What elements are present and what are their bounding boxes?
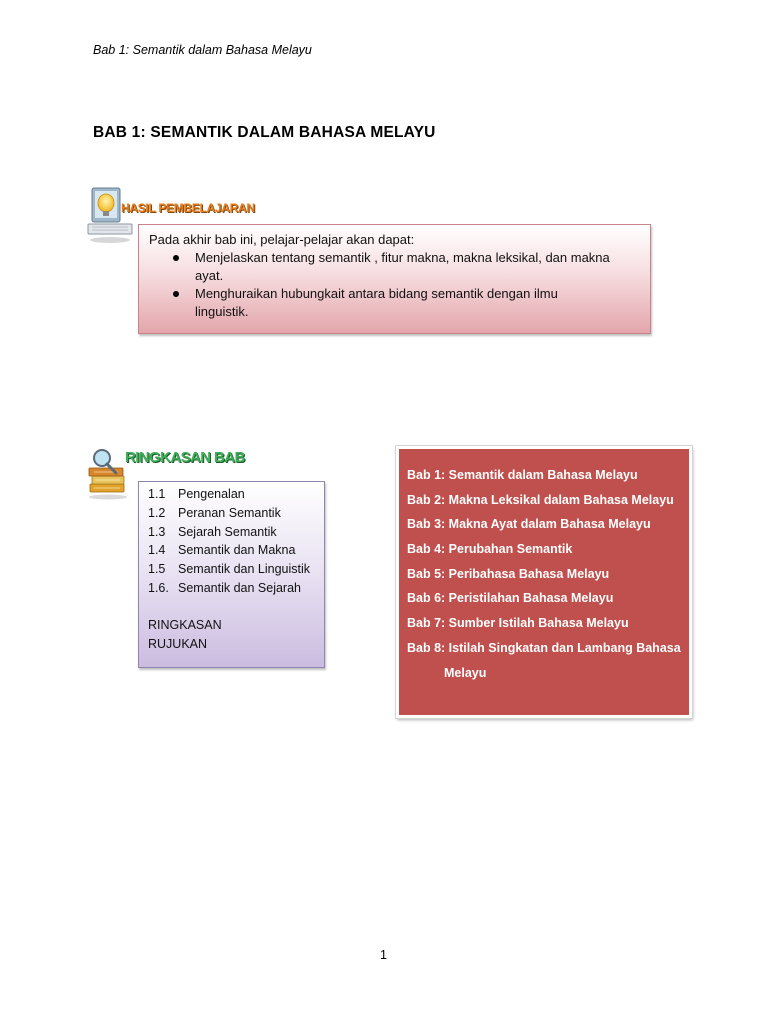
learning-outcomes-list: [149, 249, 640, 321]
learning-outcome-text: Menjelaskan tentang semantik , fitur makna, makna leksikal, dan makna ayat.: [195, 250, 610, 283]
summary-section-title: Pengenalan: [178, 487, 245, 501]
bullet-icon: [173, 255, 179, 261]
summary-section-number: 1.1: [148, 487, 166, 501]
chapter-item: Bab 1: Semantik dalam Bahasa Melayu: [407, 468, 638, 482]
summary-section-item: [148, 560, 324, 579]
chapter-item: Bab 5: Peribahasa Bahasa Melayu: [407, 566, 610, 581]
chapter-item: Bab 7: Sumber Istilah Bahasa Melayu: [407, 616, 629, 631]
learning-outcomes-intro: Pada akhir bab ini, pelajar-pelajar akan dapat:: [149, 232, 415, 247]
learning-outcomes-box: [138, 224, 651, 334]
spacer: [148, 598, 324, 616]
summary-section-title: Sejarah Semantik: [178, 524, 277, 539]
bullet-icon: [173, 291, 179, 297]
summary-section-item: [148, 504, 324, 523]
summary-extra-item: RUJUKAN: [148, 636, 208, 651]
chapter-item: Bab 6: Peristilahan Bahasa Melayu: [407, 591, 614, 606]
learning-outcome-text: Menghuraikan hubungkait antara bidang semantik dengan ilmu linguistik.: [195, 286, 558, 319]
learning-outcome-item: [149, 285, 640, 321]
chapter-item: Bab 8: Istilah Singkatan dan Lambang Bahasa: [407, 640, 681, 655]
page-number: 1: [380, 948, 387, 962]
chapter-list-box: [396, 446, 692, 718]
chapter-item-continuation: Melayu: [444, 665, 487, 680]
summary-section-number: 1.6.: [148, 580, 169, 595]
learning-outcome-item: [149, 249, 640, 285]
summary-section-item: [148, 485, 324, 504]
summary-section-title: Semantik dan Linguistik: [178, 562, 311, 577]
lightbulb-computer-icon: [86, 186, 134, 244]
summary-section-number: 1.2: [148, 505, 166, 520]
chapter-item: Bab 3: Makna Ayat dalam Bahasa Melayu: [407, 517, 651, 532]
chapter-item: Bab 2: Makna Leksikal dalam Bahasa Melayu: [407, 492, 674, 507]
summary-section-number: 1.4: [148, 543, 166, 558]
summary-section-item: [148, 541, 324, 560]
summary-extra-item: RINGKASAN: [148, 617, 222, 632]
summary-section-item: [148, 523, 324, 542]
hasil-pembelajaran-label: HASIL PEMBELAJARAN: [121, 201, 255, 215]
chapter-summary-box: [138, 481, 325, 668]
summary-section-number: 1.5: [148, 562, 166, 577]
summary-section-title: Semantik dan Makna: [178, 543, 296, 558]
ringkasan-bab-label: RINGKASAN BAB: [125, 449, 245, 466]
summary-section-title: Semantik dan Sejarah: [178, 580, 301, 595]
summary-section-item: [148, 579, 324, 598]
summary-section-number: 1.3: [148, 524, 166, 539]
page-title: BAB 1: SEMANTIK DALAM BAHASA MELAYU: [93, 124, 436, 141]
running-header: Bab 1: Semantik dalam Bahasa Melayu: [93, 43, 312, 57]
summary-section-title: Peranan Semantik: [178, 505, 281, 520]
chapter-item: Bab 4: Perubahan Semantik: [407, 542, 573, 557]
